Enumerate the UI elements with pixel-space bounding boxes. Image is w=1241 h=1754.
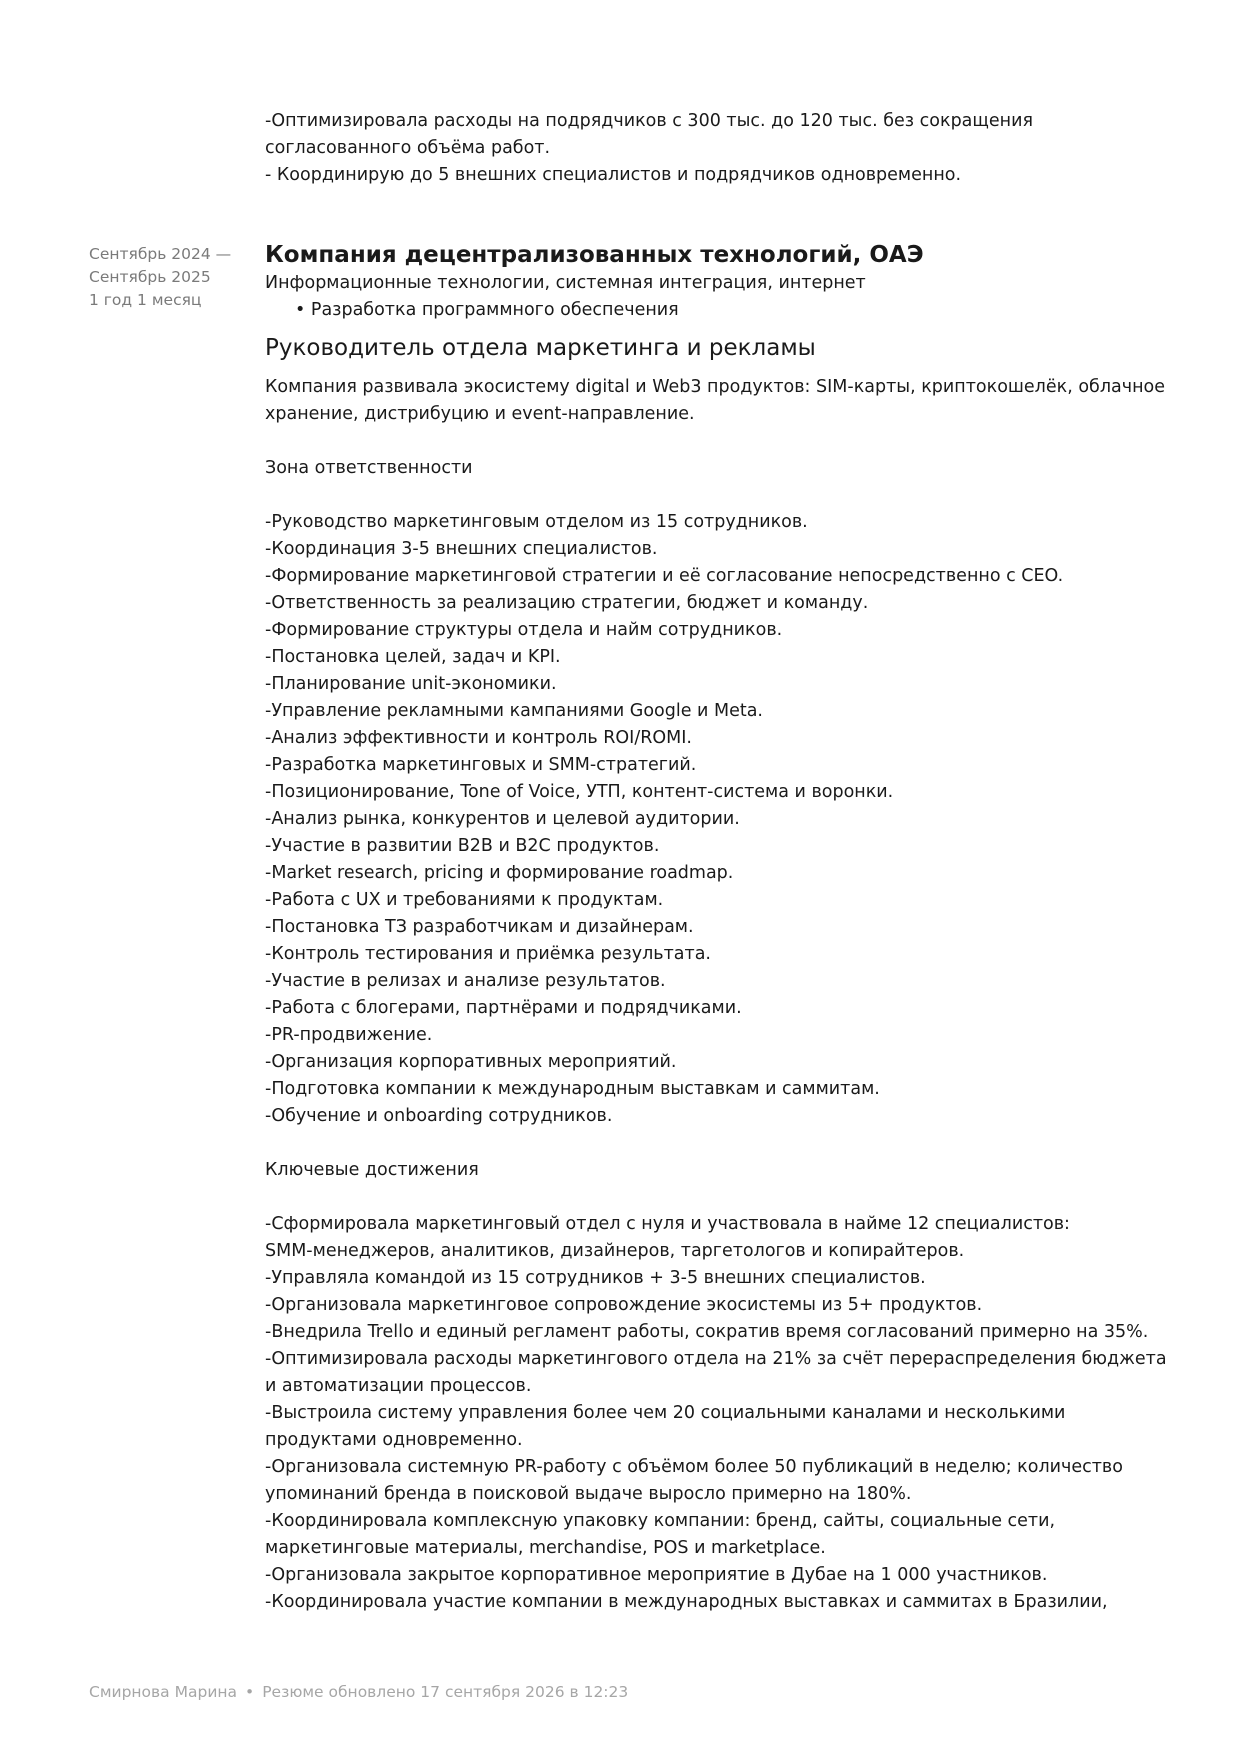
blank-line — [265, 482, 1175, 509]
description-line: -Руководство маркетинговым отделом из 15 сотрудников. — [265, 512, 808, 532]
period-duration: 1 год 1 месяц — [89, 291, 202, 309]
description-line: Компания развивала экосистему digital и Web3 продуктов: SIM-карты, криптокошелёк, облачное — [265, 377, 1165, 397]
description-line: -Планирование unit-экономики. — [265, 674, 557, 694]
description-line: -Организация корпоративных мероприятий. — [265, 1052, 677, 1072]
employment-period — [89, 243, 249, 312]
experience-content — [265, 240, 1175, 1616]
description-line: маркетинговые материалы, merchandise, POS и marketplace. — [265, 1538, 826, 1558]
description-line: продуктами одновременно. — [265, 1430, 523, 1450]
description-line: -Сформировала маркетинговый отдел с нуля и участвовала в найме 12 специалистов: — [265, 1214, 1070, 1234]
description-line: -Управляла командой из 15 сотрудников + 3-5 внешних специалистов. — [265, 1268, 926, 1288]
industry-specialization: • Разработка программного обеспечения — [295, 300, 679, 320]
achievement-line: - Координирую до 5 внешних специалистов и подрядчиков одновременно. — [265, 165, 962, 185]
job-position: Руководитель отдела маркетинга и рекламы — [265, 335, 816, 361]
description-line: -Организовала закрытое корпоративное мероприятие в Дубае на 1 000 участников. — [265, 1565, 1048, 1585]
description-line: -Организовала маркетинговое сопровождение экосистемы из 5+ продуктов. — [265, 1295, 983, 1315]
description-line: -Управление рекламными кампаниями Google и Meta. — [265, 701, 763, 721]
period-start: Сентябрь 2024 — — [89, 245, 232, 263]
achievement-line: -Оптимизировала расходы на подрядчиков с 300 тыс. до 120 тыс. без сокращения — [265, 111, 1034, 131]
description-line: -Формирование структуры отдела и найм сотрудников. — [265, 620, 783, 640]
description-line: -Обучение и onboarding сотрудников. — [265, 1106, 613, 1126]
description-line: -Анализ эффективности и контроль ROI/ROMI. — [265, 728, 692, 748]
description-line: -Участие в развитии B2B и B2C продуктов. — [265, 836, 660, 856]
description-line: -Постановка целей, задач и KPI. — [265, 647, 561, 667]
description-line: -Оптимизировала расходы маркетингового отдела на 21% за счёт перераспределения бюджета — [265, 1349, 1167, 1369]
description-line: -Участие в релизах и анализе результатов. — [265, 971, 666, 991]
previous-job-achievements — [265, 108, 1165, 189]
description-line: и автоматизации процессов. — [265, 1376, 532, 1396]
achievement-line: согласованного объёма работ. — [265, 138, 551, 158]
description-line: -Координировала участие компании в международных выставках и саммитах в Бразилии, — [265, 1592, 1108, 1612]
blank-line — [265, 428, 1175, 455]
period-end: Сентябрь 2025 — [89, 268, 211, 286]
description-line: SMM-менеджеров, аналитиков, дизайнеров, таргетологов и копирайтеров. — [265, 1241, 965, 1261]
description-line: -Подготовка компании к международным выставкам и саммитам. — [265, 1079, 880, 1099]
job-description — [265, 374, 1175, 1616]
company-name: Компания децентрализованных технологий, ОАЭ — [265, 242, 924, 268]
description-line: упоминаний бренда в поисковой выдаче выросло примерно на 180%. — [265, 1484, 912, 1504]
description-line: -Формирование маркетинговой стратегии и её согласование непосредственно с CEO. — [265, 566, 1064, 586]
footer-name: Смирнова Марина — [89, 1683, 238, 1701]
description-line: -Market research, pricing и формирование roadmap. — [265, 863, 734, 883]
description-line: -Организовала системную PR-работу с объёмом более 50 публикаций в неделю; количество — [265, 1457, 1123, 1477]
description-line: хранение, дистрибуцию и event-направление. — [265, 404, 695, 424]
description-line: -Работа с блогерами, партнёрами и подрядчиками. — [265, 998, 742, 1018]
blank-line — [265, 1184, 1175, 1211]
description-line: -Контроль тестирования и приёмка результата. — [265, 944, 711, 964]
description-line: -Разработка маркетинговых и SMM-стратегий. — [265, 755, 697, 775]
description-line: -Работа с UX и требованиями к продуктам. — [265, 890, 664, 910]
description-line: -Внедрила Trello и единый регламент работы, сократив время согласований примерно на 35%. — [265, 1322, 1149, 1342]
description-line: -Постановка ТЗ разработчикам и дизайнерам. — [265, 917, 694, 937]
description-line: Зона ответственности — [265, 458, 473, 478]
description-line: -Ответственность за реализацию стратегии, бюджет и команду. — [265, 593, 869, 613]
blank-line — [265, 1130, 1175, 1157]
description-line: Ключевые достижения — [265, 1160, 479, 1180]
footer-separator: • — [245, 1683, 255, 1701]
description-line: -Позиционирование, Tone of Voice, УТП, контент-система и воронки. — [265, 782, 894, 802]
page-footer — [89, 1681, 628, 1703]
description-line: -Выстроила систему управления более чем 20 социальными каналами и несколькими — [265, 1403, 1066, 1423]
description-line: -PR-продвижение. — [265, 1025, 433, 1045]
description-line: -Координировала комплексную упаковку компании: бренд, сайты, социальные сети, — [265, 1511, 1056, 1531]
footer-updated: Резюме обновлено 17 сентября 2026 в 12:23 — [262, 1683, 629, 1701]
description-line: -Анализ рынка, конкурентов и целевой аудитории. — [265, 809, 740, 829]
description-line: -Координация 3-5 внешних специалистов. — [265, 539, 658, 559]
company-industry: Информационные технологии, системная интеграция, интернет — [265, 273, 866, 293]
